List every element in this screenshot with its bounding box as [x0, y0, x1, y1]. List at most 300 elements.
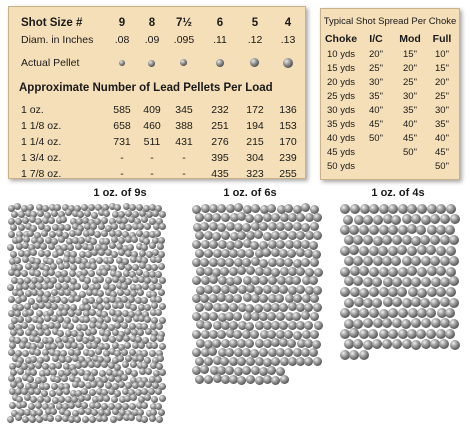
pellet-ball	[440, 318, 450, 328]
pellet-ball	[131, 370, 138, 377]
pellet-ball	[130, 361, 137, 368]
pellet-ball	[359, 288, 369, 298]
pellet-ball	[372, 277, 382, 287]
pellet-ball	[220, 357, 229, 366]
pellet-ball	[21, 270, 28, 277]
pellet-ball	[74, 283, 81, 290]
pellet-count: 215	[246, 136, 264, 148]
pellet-ball	[254, 230, 263, 239]
pellet-ball	[245, 339, 254, 348]
pellet-ball	[411, 256, 421, 266]
pellet-count: 435	[211, 168, 229, 180]
pellet-ball	[421, 277, 431, 287]
pellet-ball	[388, 329, 398, 339]
pellet-ball	[392, 277, 402, 287]
pellet-ball	[359, 246, 369, 256]
pellet-ball	[229, 303, 238, 312]
pellet-ball	[88, 270, 95, 277]
pellet-ball	[30, 249, 37, 256]
pellet-ball	[344, 298, 354, 308]
pellet-ball	[74, 295, 81, 302]
pellet-ball	[411, 277, 421, 287]
pellet-count: 232	[211, 104, 229, 116]
shot-spread-title: Typical Shot Spread Per Choke	[323, 16, 457, 27]
distance-cell: 25 yds	[327, 91, 355, 102]
pellet-ball	[279, 321, 288, 330]
pellet-ball	[397, 287, 407, 297]
pattern-label-9s: 1 oz. of 9s	[93, 187, 147, 199]
pellet-ball	[392, 235, 402, 245]
pellet-ball	[284, 348, 293, 357]
pellet-ball	[421, 256, 431, 266]
pellet-count: 409	[143, 104, 161, 116]
pellet-ball	[234, 367, 243, 376]
pellet-ball	[200, 294, 209, 303]
pellet-ball	[204, 375, 213, 384]
pellet-ball	[192, 330, 201, 339]
pellet-ball	[117, 302, 124, 309]
pellet-ball	[276, 240, 285, 249]
pellet-ball	[369, 204, 379, 214]
pellet-ball	[82, 416, 89, 423]
pellet-ball	[279, 303, 288, 312]
pellet-ball	[379, 287, 389, 297]
pellet-ball	[221, 213, 230, 222]
distance-cell: 45 yds	[327, 147, 355, 158]
pellet-ball	[48, 217, 55, 224]
pellet-ball	[101, 415, 108, 422]
pellet-ball	[208, 347, 217, 356]
pellet-size-8-icon	[148, 60, 155, 67]
pellet-ball	[55, 415, 62, 422]
pellet-ball	[209, 240, 218, 249]
diameter-value: .09	[144, 34, 160, 46]
pellet-ball	[417, 288, 427, 298]
shot-size-header-row	[9, 16, 305, 30]
pellet-ball	[101, 230, 108, 237]
pellet-ball	[204, 249, 213, 258]
pellet-ball	[237, 376, 246, 385]
pellet-ball	[388, 267, 398, 277]
distance-cell: 20 yds	[327, 77, 355, 88]
pellet-count: 251	[211, 120, 229, 132]
pellet-ball	[446, 267, 456, 277]
spread-cell: 25"	[403, 77, 417, 88]
pellet-ball	[195, 249, 204, 258]
pellet-ball	[20, 401, 27, 408]
spread-cell: 15"	[403, 49, 417, 60]
pellet-ball	[200, 222, 209, 231]
shot-size-6: 6	[216, 17, 224, 29]
pellet-ball	[407, 246, 417, 256]
pellet-ball	[363, 215, 373, 225]
pellet-ball	[220, 267, 229, 276]
pellet-ball	[246, 357, 255, 366]
spread-cell: 30"	[403, 91, 417, 102]
pellet-ball	[144, 394, 151, 401]
pellet-ball	[450, 340, 460, 350]
pellet-ball	[407, 266, 417, 276]
pellet-ball	[287, 339, 296, 348]
distance-cell: 10 yds	[327, 49, 355, 60]
pellet-ball	[245, 214, 254, 223]
pellet-ball	[271, 376, 280, 385]
pellet-ball	[369, 225, 379, 235]
pellet-count: 170	[279, 136, 297, 148]
pellet-ball	[416, 225, 426, 235]
pellet-ball	[259, 276, 268, 285]
pellet-ball	[43, 355, 50, 362]
pellet-ball	[296, 267, 305, 276]
pellet-ball	[58, 236, 65, 243]
pellet-ball	[379, 329, 389, 339]
shot-spread-table	[320, 8, 460, 180]
pellet-ball	[96, 257, 103, 264]
pellet-ball	[449, 276, 459, 286]
shot-size-7-half: 7½	[176, 17, 192, 29]
load-label: 1 7/8 oz.	[21, 168, 62, 180]
pellet-ball	[246, 375, 255, 384]
pellet-ball	[363, 277, 373, 287]
pellet-ball	[57, 249, 64, 256]
pellet-ball	[141, 416, 148, 423]
pellet-ball	[427, 266, 437, 276]
pellet-ball	[350, 287, 360, 297]
pellet-ball	[310, 205, 319, 214]
spread-cell: 40"	[369, 105, 383, 116]
pellet-ball	[430, 256, 440, 266]
pellet-ball	[449, 256, 459, 266]
shot-size-header-label: Shot Size #	[21, 17, 83, 29]
load-row	[9, 135, 305, 149]
pellet-ball	[449, 298, 459, 308]
pellet-ball	[344, 235, 354, 245]
choke-header: Full	[432, 33, 452, 45]
pellet-ball	[349, 225, 359, 235]
pellet-size-5-icon	[250, 58, 259, 67]
choke-header: Choke	[324, 33, 358, 45]
pellet-ball	[103, 395, 110, 402]
pellet-ball	[349, 245, 359, 255]
pellet-ball	[17, 329, 24, 336]
spread-cell: 25"	[435, 91, 449, 102]
pellet-ball	[439, 339, 449, 349]
pellet-ball	[276, 312, 285, 321]
pellet-count: 345	[175, 104, 193, 116]
pellet-ball	[250, 330, 259, 339]
pellet-ball	[138, 342, 145, 349]
pellet-ball	[382, 318, 392, 328]
pellet-count: 172	[246, 104, 264, 116]
pellet-ball	[159, 211, 166, 218]
pellet-ball	[449, 235, 459, 245]
pellet-ball	[251, 204, 260, 213]
pellet-ball	[229, 285, 238, 294]
pellet-ball	[225, 348, 234, 357]
pellet-ball	[369, 287, 379, 297]
pellet-ball	[14, 257, 21, 264]
pellet-ball	[378, 246, 388, 256]
load-label: 1 1/8 oz.	[21, 120, 62, 132]
pellet-ball	[401, 319, 411, 329]
pellet-ball	[152, 210, 159, 217]
load-row	[9, 103, 305, 117]
pellet-ball	[267, 204, 276, 213]
pellet-ball	[421, 318, 431, 328]
pellet-ball	[259, 348, 268, 357]
pellet-ball	[233, 276, 242, 285]
pellet-ball	[125, 224, 132, 231]
load-label: 1 1/4 oz.	[21, 136, 62, 148]
diameter-value: .08	[114, 34, 130, 46]
pellet-ball	[292, 312, 301, 321]
pellet-ball	[102, 335, 109, 342]
pellet-ball	[411, 318, 421, 328]
pellet-ball	[446, 287, 456, 297]
pellet-ball	[369, 308, 379, 318]
load-row	[9, 119, 305, 133]
pellet-ball	[310, 312, 319, 321]
pellet-ball	[436, 246, 446, 256]
pellet-ball	[131, 236, 138, 243]
pellet-ball	[372, 339, 382, 349]
pellet-ball	[340, 204, 350, 214]
pellet-ball	[280, 375, 289, 384]
pellet-ball	[157, 355, 164, 362]
pellet-ball	[340, 287, 350, 297]
pellet-ball	[221, 249, 230, 258]
pellet-ball	[81, 361, 88, 368]
spread-cell: 50"	[403, 147, 417, 158]
pellet-ball	[101, 269, 108, 276]
distance-cell: 35 yds	[327, 119, 355, 130]
pellet-ball	[157, 335, 164, 342]
pellet-ball	[388, 225, 398, 235]
pellet-ball	[8, 296, 15, 303]
pellet-ball	[430, 214, 440, 224]
pellet-ball	[373, 215, 383, 225]
pellet-ball	[78, 408, 85, 415]
pellet-ball	[124, 342, 131, 349]
pellet-ball	[97, 290, 104, 297]
pellet-ball	[101, 361, 108, 368]
spread-cell: 30"	[369, 77, 383, 88]
spread-cell: 20"	[403, 63, 417, 74]
pellet-ball	[391, 256, 401, 266]
pellet-ball	[420, 235, 430, 245]
distance-cell: 15 yds	[327, 63, 355, 74]
pellet-ball	[251, 257, 260, 266]
pellet-ball	[94, 231, 101, 238]
pellet-ball	[37, 210, 44, 217]
pellet-ball	[340, 308, 350, 318]
pellet-ball	[116, 414, 123, 421]
pellet-ball	[192, 348, 201, 357]
pattern-label-6s: 1 oz. of 6s	[223, 187, 277, 199]
distance-cell: 40 yds	[327, 133, 355, 144]
pellet-ball	[360, 204, 370, 214]
pellet-ball	[426, 308, 436, 318]
pellet-count: -	[182, 152, 186, 164]
pellet-ball	[138, 381, 145, 388]
pellet-count: 255	[279, 168, 297, 180]
pellet-pattern-4s	[340, 204, 460, 366]
pellet-ball	[246, 266, 255, 275]
pellet-ball	[67, 323, 74, 330]
pellet-size-7-half-icon	[180, 59, 187, 66]
pellet-ball	[309, 241, 318, 250]
pellet-ball	[74, 416, 81, 423]
pellet-pattern-6s	[192, 204, 322, 386]
pellet-ball	[287, 249, 296, 258]
pellet-ball	[392, 339, 402, 349]
pellet-ball	[38, 302, 45, 309]
pellet-ball	[417, 204, 427, 214]
pellet-ball	[343, 215, 353, 225]
pellet-ball	[233, 312, 242, 321]
pellet-ball	[149, 350, 156, 357]
pellet-ball	[237, 231, 246, 240]
pellet-ball	[212, 213, 221, 222]
pellet-ball	[446, 204, 456, 214]
pellet-ball	[411, 340, 421, 350]
pellet-ball	[63, 262, 70, 269]
pellet-ball	[440, 297, 450, 307]
pellet-ball	[21, 322, 28, 329]
pellet-ball	[61, 375, 68, 382]
pellet-ball	[427, 287, 437, 297]
shot-size-9: 9	[118, 17, 126, 29]
pellet-ball	[267, 366, 276, 375]
pellet-ball	[9, 342, 16, 349]
pellet-count: 388	[175, 120, 193, 132]
pellet-ball	[116, 335, 123, 342]
pellet-ball	[44, 250, 51, 257]
pellet-ball	[313, 303, 322, 312]
pellet-ball	[7, 416, 14, 423]
pellet-ball	[421, 339, 431, 349]
pellet-ball	[449, 319, 459, 329]
pellet-ball	[151, 264, 158, 271]
pellet-ball	[359, 308, 369, 318]
pellet-ball	[128, 414, 135, 421]
pellet-ball	[209, 312, 218, 321]
choke-header: Mod	[399, 33, 421, 45]
pellet-ball	[426, 329, 436, 339]
spread-cell: 45"	[403, 133, 417, 144]
pellet-ball	[63, 388, 70, 395]
pellet-ball	[382, 339, 392, 349]
spread-cell: 25"	[369, 63, 383, 74]
pellet-ball	[145, 368, 152, 375]
pellet-ball	[49, 390, 56, 397]
pellet-ball	[304, 321, 313, 330]
pellet-ball	[192, 312, 201, 321]
pellet-ball	[91, 249, 98, 256]
pellet-count: -	[120, 168, 124, 180]
pellet-ball	[156, 323, 163, 330]
pellet-ball	[436, 266, 446, 276]
pellet-ball	[310, 258, 319, 267]
pellet-ball	[275, 294, 284, 303]
pellet-ball	[417, 267, 427, 277]
pellet-ball	[75, 229, 82, 236]
pellet-count: 136	[279, 104, 297, 116]
diameter-value: .095	[173, 34, 195, 46]
pellet-ball	[10, 224, 17, 231]
pellet-ball	[226, 204, 235, 213]
pellet-ball	[368, 329, 378, 339]
load-row	[9, 151, 305, 165]
spread-cell: 45"	[369, 119, 383, 130]
load-label: 1 3/4 oz.	[21, 152, 62, 164]
spread-cell: 15"	[435, 63, 449, 74]
pellet-ball	[150, 335, 157, 342]
pellet-ball	[427, 204, 437, 214]
pellet-ball	[118, 249, 125, 256]
pellet-ball	[296, 213, 305, 222]
pellet-ball	[388, 308, 398, 318]
pellet-ball	[57, 342, 64, 349]
pattern-label-4s: 1 oz. of 4s	[371, 187, 425, 199]
pellet-ball	[10, 329, 17, 336]
spread-cell: 35"	[369, 91, 383, 102]
spread-cell: 35"	[435, 119, 449, 130]
pellet-ball	[234, 203, 243, 212]
shot-size-8: 8	[148, 17, 156, 29]
pellet-ball	[22, 416, 29, 423]
pellet-ball	[430, 235, 440, 245]
pellet-ball	[310, 222, 319, 231]
pellet-ball	[379, 204, 389, 214]
spread-cell: 35"	[403, 105, 417, 116]
pellet-ball	[411, 214, 421, 224]
pellet-ball	[30, 356, 37, 363]
spread-cell: 10"	[435, 49, 449, 60]
pellet-count: 194	[246, 120, 264, 132]
pellet-ball	[35, 402, 42, 409]
pellet-count: 731	[113, 136, 131, 148]
pellet-ball	[398, 329, 408, 339]
pellet-count: 395	[211, 152, 229, 164]
pellet-ball	[61, 309, 68, 316]
pellet-ball	[440, 214, 450, 224]
pellet-ball	[408, 287, 418, 297]
pellet-ball	[313, 357, 322, 366]
pellet-ball	[195, 375, 204, 384]
pellet-ball	[397, 245, 407, 255]
pellet-ball	[359, 350, 369, 360]
pellet-ball	[369, 246, 379, 256]
pellet-ball	[20, 295, 27, 302]
pellet-pattern-9s	[8, 204, 168, 426]
pellet-size-4-icon	[283, 58, 293, 68]
spread-cell: 20"	[369, 49, 383, 60]
pellet-ball	[104, 316, 111, 323]
pellet-ball	[192, 240, 201, 249]
pellet-ball	[349, 350, 359, 360]
pellet-ball	[388, 204, 398, 214]
pellet-ball	[27, 309, 34, 316]
pellet-ball	[89, 309, 96, 316]
pellet-ball	[354, 297, 364, 307]
pellet-ball	[445, 329, 455, 339]
pellet-ball	[29, 416, 36, 423]
pellet-ball	[58, 396, 65, 403]
pellet-ball	[159, 395, 166, 402]
pellet-ball	[30, 369, 37, 376]
pellet-ball	[40, 376, 47, 383]
